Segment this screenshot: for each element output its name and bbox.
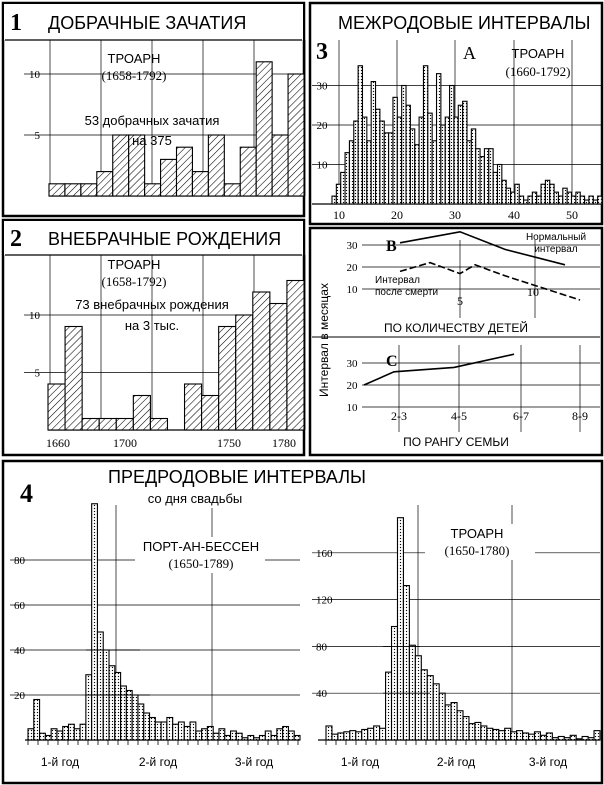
panel-4-left-bar bbox=[150, 718, 156, 741]
panel-4-left-bar bbox=[213, 733, 219, 740]
panel-3a-bar bbox=[454, 117, 458, 204]
panel-1-bar bbox=[177, 147, 193, 196]
panel-3a-bar bbox=[362, 117, 366, 204]
panel-4-left-bar bbox=[28, 729, 34, 740]
panel-4-left-bar bbox=[254, 738, 260, 740]
panel-3a-bar bbox=[484, 149, 488, 204]
panel-4-left-bar bbox=[161, 722, 167, 740]
panel-4-left-bar bbox=[97, 632, 103, 740]
panel-4-right-bar bbox=[362, 729, 368, 740]
panel-3a-bar bbox=[406, 105, 410, 204]
panel-3a-bar bbox=[580, 196, 584, 204]
panel-3a-bar bbox=[332, 196, 336, 204]
panel-3a-bar bbox=[349, 141, 353, 204]
panel-3b-normal-label-line2: интервал bbox=[534, 244, 578, 255]
panel-4-right-bar bbox=[552, 738, 558, 740]
panel-4-left-bar bbox=[144, 713, 150, 740]
panel-4-right-bar bbox=[499, 731, 505, 740]
panel-3a-bar bbox=[489, 149, 493, 204]
panel-3a-bar bbox=[554, 192, 558, 204]
x-tick-label: 10 bbox=[333, 208, 345, 222]
panel-4-right-bar bbox=[433, 684, 439, 740]
panel-4-left-bar bbox=[86, 675, 92, 740]
panel-3a-bar bbox=[502, 180, 506, 204]
x-tick-label: 1750 bbox=[217, 436, 241, 450]
panel-2-bar bbox=[99, 419, 116, 431]
panel-4-left-bar bbox=[132, 695, 138, 740]
panel-3a-bar bbox=[415, 145, 419, 204]
panel-2-note-line1: 73 внебрачных рождения bbox=[75, 297, 229, 312]
panel-3a bbox=[312, 13, 602, 222]
panel-4-left-period: (1650-1789) bbox=[168, 556, 234, 571]
y-tick-label: 160 bbox=[316, 547, 333, 560]
panel-3a-bar bbox=[497, 165, 501, 205]
y-tick-label: 10 bbox=[29, 69, 40, 81]
x-tick-label: 10 bbox=[527, 285, 539, 299]
panel-3a-bar bbox=[367, 141, 371, 204]
panel-4-left-bar bbox=[184, 727, 190, 741]
panel-4-right-bar bbox=[469, 724, 475, 740]
panel-3a-bar bbox=[567, 192, 571, 204]
panel-3a-bar bbox=[480, 157, 484, 204]
panel-4-right-bar bbox=[386, 672, 392, 740]
panel-4-right-bar bbox=[481, 726, 487, 740]
panel-4-right-bar bbox=[421, 670, 427, 740]
panel-4-left-bar bbox=[45, 736, 51, 741]
x-tick-label: 1-й год bbox=[340, 755, 380, 769]
panel-3a-bar bbox=[589, 196, 593, 204]
panel-3a-bar bbox=[476, 149, 480, 204]
panel-1-bar bbox=[97, 172, 113, 196]
panel-3a-bar bbox=[558, 196, 562, 204]
panel-3a-bar bbox=[419, 117, 423, 204]
panel-3a-bar bbox=[410, 129, 414, 204]
panel-4-right-bar bbox=[332, 734, 338, 740]
panel-4-title: ПРЕДРОДОВЫЕ ИНТЕРВАЛЫ bbox=[108, 467, 366, 487]
panel-2-bar bbox=[219, 327, 236, 431]
panel-4-right-bar bbox=[427, 676, 433, 740]
panel-4-left-bar bbox=[271, 736, 277, 741]
panel-4-right-bar bbox=[588, 738, 594, 740]
panel-4-left-bar bbox=[242, 738, 248, 740]
panel-1-bars bbox=[49, 62, 304, 196]
x-tick-label: 20 bbox=[391, 208, 403, 222]
panel-2-period: (1658-1792) bbox=[101, 274, 167, 289]
panel-3a-bar bbox=[393, 97, 397, 204]
panel-2-bar bbox=[287, 281, 304, 431]
panel-1-period: (1658-1792) bbox=[101, 68, 167, 83]
panel-3a-bar bbox=[402, 86, 406, 205]
panel-3a-bar bbox=[545, 180, 549, 204]
panel-2 bbox=[4, 221, 305, 450]
panel-3a-bar bbox=[576, 192, 580, 204]
panel-4-left-bar bbox=[277, 729, 283, 740]
panel-3a-bar bbox=[537, 196, 541, 204]
panel-3-number: 3 bbox=[316, 39, 328, 65]
panel-4-left-bar bbox=[236, 733, 242, 740]
panel-3-ylabel: Интервал в месяцах bbox=[317, 283, 331, 397]
panel-4-right-bar bbox=[326, 726, 332, 740]
x-tick-label: 50 bbox=[566, 208, 578, 222]
x-tick-label: 4-5 bbox=[451, 409, 467, 423]
panel-3a-bar bbox=[389, 133, 393, 204]
x-tick-label: 2-3 bbox=[391, 409, 407, 423]
panel-4-left-bar bbox=[225, 736, 231, 741]
panel-4 bbox=[10, 464, 600, 769]
y-tick-label: 10 bbox=[346, 402, 358, 414]
panel-1-note-line2: на 375 bbox=[132, 133, 172, 148]
panel-3b-normal-label-line1: Нормальный bbox=[525, 232, 587, 243]
panel-3c-xlabel: ПО РАНГУ СЕМЬИ bbox=[403, 435, 509, 449]
panel-3a-bar bbox=[515, 184, 519, 204]
panel-3a-bar bbox=[528, 196, 532, 204]
panel-4-left-bar bbox=[178, 722, 184, 740]
panel-4-subtitle: со дня свадьбы bbox=[147, 491, 243, 506]
panel-3a-bars bbox=[332, 66, 602, 204]
panel-3a-bar bbox=[593, 200, 597, 204]
panel-3b-letter: B bbox=[386, 238, 397, 255]
panel-4-right-bar bbox=[570, 735, 576, 740]
x-tick-label: 30 bbox=[449, 208, 461, 222]
x-tick-label: 1-й год bbox=[40, 755, 80, 769]
panel-3a-bar bbox=[458, 105, 462, 204]
panel-4-left-bar bbox=[294, 736, 300, 741]
panel-4-right-bar bbox=[493, 729, 499, 740]
panel-4-right-period: (1650-1780) bbox=[444, 543, 510, 558]
panel-4-left-bar bbox=[51, 729, 57, 740]
panel-2-bar bbox=[253, 292, 270, 430]
panel-4-right-bar bbox=[451, 703, 457, 740]
panel-3a-bar bbox=[384, 133, 388, 204]
panel-4-right-bar bbox=[505, 728, 511, 740]
panel-1-bar bbox=[113, 135, 129, 196]
panel-3a-bar bbox=[437, 74, 441, 204]
x-tick-label: 3-й год bbox=[528, 755, 568, 769]
panel-4-left-place: ПОРТ-АН-БЕССЕН bbox=[142, 539, 260, 554]
y-tick-label: 20 bbox=[316, 120, 328, 132]
panel-4-right-bar bbox=[457, 711, 463, 740]
panel-1-bar bbox=[49, 184, 65, 196]
y-tick-label: 5 bbox=[34, 130, 40, 142]
panel-3a-bar bbox=[511, 192, 515, 204]
panel-2-bar bbox=[270, 304, 287, 431]
panel-4-right-bar bbox=[487, 728, 493, 740]
panel-4-number: 4 bbox=[20, 479, 33, 508]
panel-3a-bar bbox=[376, 109, 380, 204]
panel-1-title: ДОБРАЧНЫЕ ЗАЧАТИЯ bbox=[48, 13, 247, 33]
y-tick-label: 80 bbox=[14, 555, 25, 567]
panel-3a-bar bbox=[572, 196, 576, 204]
y-tick-label: 30 bbox=[346, 358, 358, 370]
panel-4-right-bar bbox=[529, 734, 535, 740]
panel-2-bar bbox=[116, 419, 133, 431]
panel-2-place: ТРОАРН bbox=[107, 257, 161, 272]
panel-4-right-bar bbox=[338, 733, 344, 740]
panel-4-left-bar bbox=[92, 504, 98, 740]
panel-3bc bbox=[312, 232, 600, 449]
y-tick-label: 10 bbox=[316, 159, 328, 172]
panel-4-right-bar bbox=[534, 732, 540, 740]
panel-4-left-bar bbox=[126, 691, 132, 741]
panel-2-bar bbox=[236, 315, 253, 430]
panel-4-left-bar bbox=[57, 731, 63, 740]
panel-1-bar bbox=[65, 184, 81, 196]
panel-2-bar bbox=[82, 419, 99, 431]
panel-4-left-bar bbox=[196, 731, 202, 740]
panel-3a-bar bbox=[358, 66, 362, 204]
x-tick-label: 1660 bbox=[46, 436, 70, 450]
panel-4-right-bar bbox=[356, 732, 362, 740]
x-tick-label: 1780 bbox=[272, 436, 296, 450]
panel-4-right-bar bbox=[392, 627, 398, 740]
panel-4-right-bar bbox=[344, 732, 350, 740]
y-tick-label: 20 bbox=[346, 262, 358, 274]
panel-1-bar bbox=[224, 184, 240, 196]
panel-3a-bar bbox=[428, 113, 432, 204]
panel-4-left-bar bbox=[190, 722, 196, 740]
panel-4-left-bar bbox=[283, 727, 289, 741]
panel-3a-bar bbox=[493, 172, 497, 204]
panel-3a-bar bbox=[471, 129, 475, 204]
panel-4-right-bar bbox=[439, 693, 445, 740]
x-tick-label: 3-й год bbox=[234, 755, 274, 769]
panel-2-bar bbox=[150, 419, 167, 431]
panel-3b-death-label-line2: после смерти bbox=[375, 287, 439, 298]
panel-3a-bar bbox=[450, 86, 454, 205]
y-tick-label: 20 bbox=[14, 690, 25, 702]
panel-3a-bar bbox=[585, 200, 589, 204]
panel-4-right-bar bbox=[594, 731, 600, 740]
panel-1-note-line1: 53 добрачных зачатия bbox=[84, 113, 220, 128]
y-tick-label: 40 bbox=[316, 688, 327, 701]
panel-4-right-bar bbox=[415, 656, 421, 740]
panel-4-left-bar bbox=[74, 729, 80, 740]
y-tick-label: 30 bbox=[346, 240, 358, 252]
x-tick-label: 40 bbox=[508, 208, 520, 222]
panel-1-bar bbox=[272, 135, 288, 196]
panel-1-bar bbox=[161, 159, 177, 196]
panel-1-bar bbox=[240, 147, 256, 196]
y-tick-label: 10 bbox=[29, 310, 40, 322]
panel-4-right-bar bbox=[523, 733, 529, 740]
panel-4-left-bar bbox=[80, 724, 86, 740]
panel-4-left-bar bbox=[265, 731, 271, 740]
panel-3a-bar bbox=[341, 172, 345, 204]
panel-4-left-bar bbox=[63, 727, 69, 741]
panel-3c-letter: C bbox=[386, 353, 398, 370]
panel-4-left-bar bbox=[34, 700, 40, 741]
panel-1-bar bbox=[208, 135, 224, 196]
panel-4-right-bar bbox=[517, 731, 523, 740]
y-tick-label: 40 bbox=[14, 645, 25, 657]
panel-1-bar bbox=[288, 74, 304, 196]
panel-4-left-bar bbox=[167, 718, 173, 741]
panel-4-left-bar bbox=[155, 722, 161, 740]
x-tick-label: 6-7 bbox=[513, 409, 529, 423]
panel-4-left-bar bbox=[109, 666, 115, 740]
panel-1 bbox=[4, 4, 305, 196]
panel-3b-death-label-line1: Интервал bbox=[375, 275, 420, 286]
panel-4-right-bar bbox=[380, 728, 386, 740]
panel-4-left-bar bbox=[207, 727, 213, 741]
y-tick-label: 20 bbox=[346, 380, 358, 392]
y-tick-label: 120 bbox=[316, 594, 333, 607]
panel-4-left-bar bbox=[288, 731, 294, 740]
panel-4-right-bar bbox=[445, 705, 451, 740]
panel-4-left-bar bbox=[69, 724, 75, 740]
panel-4-left-bar bbox=[248, 736, 254, 741]
panel-4-right-bar bbox=[350, 731, 356, 740]
panel-3a-bar bbox=[432, 141, 436, 204]
panel-2-bar bbox=[202, 396, 219, 431]
panel-3-title: МЕЖРОДОВЫЕ ИНТЕРВАЛЫ bbox=[338, 13, 591, 33]
panel-3a-letter: A bbox=[463, 43, 476, 63]
panel-3a-bar bbox=[506, 188, 510, 204]
panel-1-bar bbox=[256, 62, 272, 196]
x-tick-label: 2-й год bbox=[436, 755, 476, 769]
panel-3a-bar bbox=[598, 196, 602, 204]
panel-2-note-line2: на 3 тыс. bbox=[124, 318, 180, 333]
panel-3a-bar bbox=[467, 141, 471, 204]
panel-4-left-bar bbox=[231, 731, 237, 740]
panel-4-right-bar bbox=[475, 722, 481, 740]
y-tick-label: 30 bbox=[316, 80, 328, 93]
panel-4-left-bar bbox=[173, 724, 179, 740]
panel-3a-place: ТРОАРН bbox=[511, 46, 565, 61]
panel-3a-bar bbox=[336, 184, 340, 204]
panel-4-left-bar bbox=[138, 704, 144, 740]
panel-4-right-bar bbox=[511, 732, 517, 740]
panel-4-right-bar bbox=[540, 735, 546, 740]
panel-3c-axes bbox=[347, 345, 601, 432]
panel-4-right-bar bbox=[374, 726, 380, 740]
panel-1-bar bbox=[81, 184, 97, 196]
y-tick-label: 80 bbox=[316, 641, 327, 654]
panel-3a-period: (1660-1792) bbox=[505, 64, 571, 79]
panel-3a-bar bbox=[445, 117, 449, 204]
panel-4-right-bar bbox=[582, 736, 588, 740]
panel-4-left-bar bbox=[202, 729, 208, 740]
panel-1-bar bbox=[192, 172, 208, 196]
panel-4-left-bar bbox=[40, 733, 46, 740]
x-tick-label: 2-й год bbox=[138, 755, 178, 769]
panel-3a-bar bbox=[441, 125, 445, 204]
panel-4-right-bar bbox=[564, 738, 570, 740]
y-tick-label: 10 bbox=[346, 284, 358, 296]
panel-3a-bar bbox=[532, 192, 536, 204]
panel-3a-bar bbox=[524, 200, 528, 204]
panel-4-right-bar bbox=[576, 739, 582, 740]
panel-4-left-bar bbox=[259, 736, 265, 741]
panel-4-right-bar bbox=[558, 736, 564, 740]
panel-3a-bar bbox=[354, 121, 358, 204]
panel-3a-bar bbox=[519, 196, 523, 204]
panel-3b-xlabel: ПО КОЛИЧЕСТВУ ДЕТЕЙ bbox=[383, 321, 529, 335]
panel-4-right-bar bbox=[546, 733, 552, 740]
panel-3a-bar bbox=[345, 153, 349, 204]
panel-2-title: ВНЕБРАЧНЫЕ РОЖДЕНИЯ bbox=[48, 229, 282, 249]
x-tick-label: 8-9 bbox=[572, 409, 588, 423]
x-tick-label: 5 bbox=[457, 294, 463, 308]
panel-3a-bar bbox=[397, 117, 401, 204]
panel-4-right-bar bbox=[397, 518, 403, 740]
panel-4-left-bar bbox=[219, 729, 225, 740]
panel-3a-bar bbox=[541, 184, 545, 204]
panel-3a-bar bbox=[423, 66, 427, 204]
panel-3a-bar bbox=[463, 101, 467, 204]
x-tick-label: 1700 bbox=[113, 436, 137, 450]
panel-2-bar bbox=[65, 327, 82, 431]
panel-4-right-place: ТРОАРН bbox=[450, 526, 504, 541]
panel-2-number: 2 bbox=[10, 226, 22, 252]
panel-4-left-bar bbox=[115, 673, 121, 741]
panel-2-bar bbox=[185, 384, 202, 430]
panel-3a-bar bbox=[380, 121, 384, 204]
panel-3a-bar bbox=[563, 188, 567, 204]
panel-3a-bar bbox=[550, 184, 554, 204]
panel-1-bar bbox=[145, 184, 161, 196]
panel-4-right-bar bbox=[403, 586, 409, 740]
panel-2-bar bbox=[48, 384, 65, 430]
panel-4-right-bar bbox=[463, 717, 469, 740]
panel-4-left-bar bbox=[121, 686, 127, 740]
panel-2-bar bbox=[133, 396, 150, 431]
panel-1-place: ТРОАРН bbox=[107, 51, 161, 66]
panel-3a-bar bbox=[371, 82, 375, 204]
y-tick-label: 60 bbox=[14, 600, 25, 612]
panel-4-right-bar bbox=[409, 645, 415, 740]
panel-4-right-bar bbox=[368, 728, 374, 740]
panel-1-number: 1 bbox=[10, 10, 22, 36]
y-tick-label: 5 bbox=[34, 367, 40, 380]
